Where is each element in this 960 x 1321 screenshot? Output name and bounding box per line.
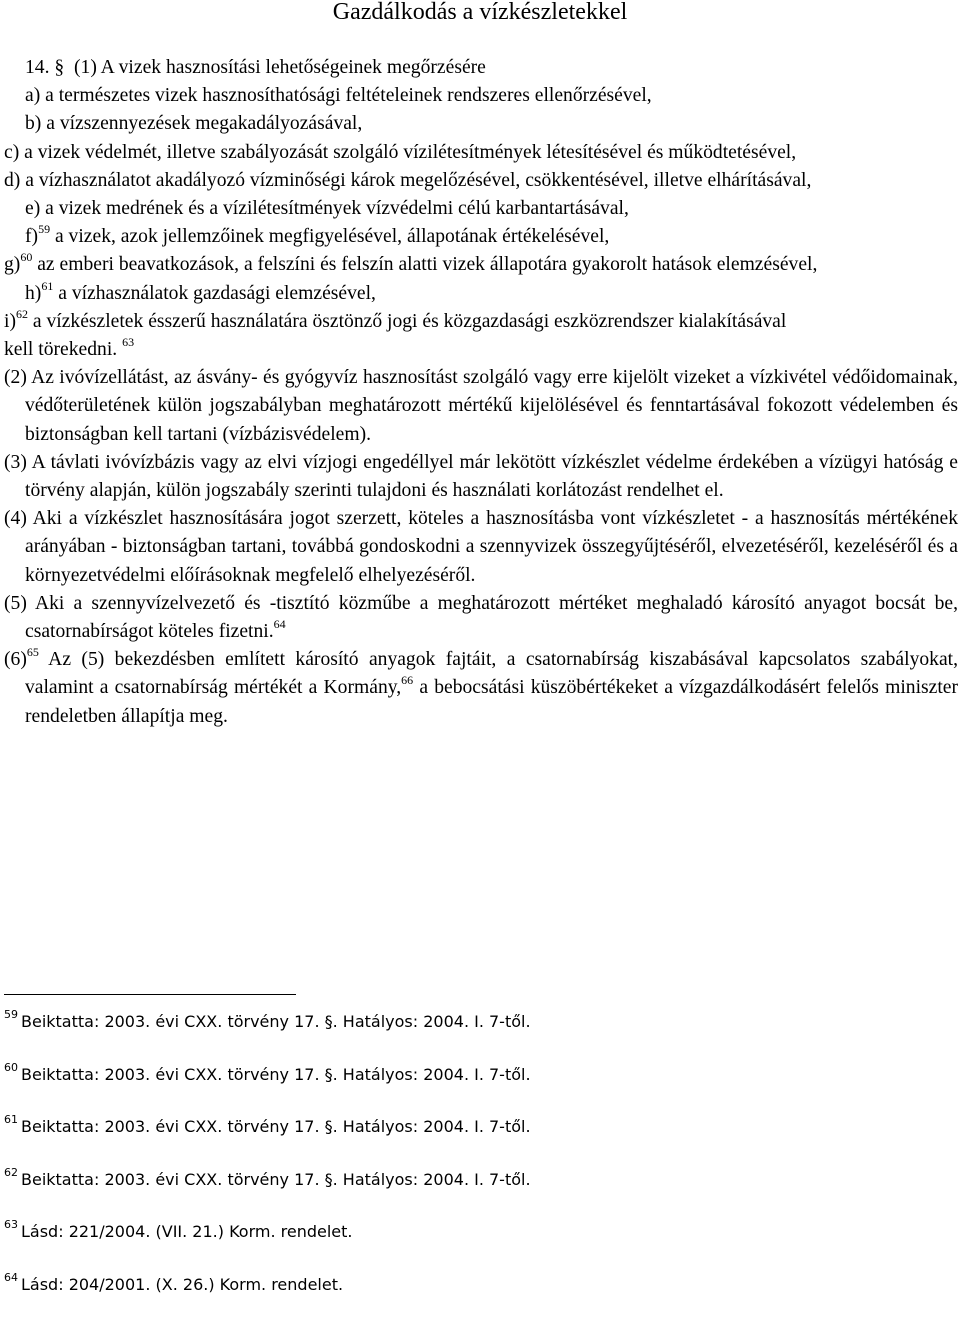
footnote-ref: 60 [20,250,32,264]
list-item-a: a) a természetes vizek hasznosíthatósági feltételeinek rendszeres ellenőrzésével, [4,82,958,110]
footnote-61: $^{61}$ Beiktatta: 2003. évi CXX. törvény 17. §. Hatályos: 2004. I. 7-től. [4,1111,904,1164]
paragraph-6: $(6)^{65}$ Az (5) bekezdésben említett károsító anyagok fajtáit, a csatornabírság kiszabásával kapcsolatos szabályokat, valamint a csatornabírság mértékét a Kormány,$^{66}$ a bebocsátási küszöbértékeket a vízgazdálkodásért felelős miniszter rendeletben állapítja meg. [4,646,958,731]
list-item-g: g)$^{60}$ az emberi beavatkozások, a felszíni és felszín alatti vizek állapotára gyakorolt hatások elemzésével, [4,251,958,279]
paragraph-2: (2) Az ivóvízellátást, az ásvány- és gyógyvíz hasznosítást szolgáló vagy erre kijelölt vizeket a vízkivétel védőidomainak, védőterületének külön jogszabályban meghatározott mértékű kijelölésével és fenntartásával fokozott védelemben és biztonságban kell tartani (vízbázisvédelem). [4,364,958,449]
list-item-h: h)$^{61}$ a vízhasználatok gazdasági elemzésével, [4,280,958,308]
footnote-64: $^{64}$ Lásd: 204/2001. (X. 26.) Korm. rendelet. [4,1269,904,1321]
footnote-63: $^{63}$ Lásd: 221/2004. (VII. 21.) Korm. rendelet. [4,1216,904,1269]
footnote-60: $^{60}$ Beiktatta: 2003. évi CXX. törvény 17. §. Hatályos: 2004. I. 7-től. [4,1059,904,1112]
footnote-separator [4,994,296,995]
list-item-e: e) a vizek medrének és a vízilétesítmények vízvédelmi célú karbantartásával, [4,195,958,223]
paragraph-5: (5) Aki a szennyvízelvezető és -tisztító közműbe a meghatározott mértéket meghaladó károsító anyagot bocsát be, csatornabírságot köteles fizetni.$^{64}$ [4,590,958,646]
footnote-62: $^{62}$ Beiktatta: 2003. évi CXX. törvény 17. §. Hatályos: 2004. I. 7-től. [4,1164,904,1217]
paragraph-1-close: kell törekedni. $^{63}$ [4,336,958,364]
footnotes [4,1006,904,1321]
list-item-b: b) a vízszennyezések megakadályozásával, [4,110,958,138]
section-14 [4,54,958,731]
footnote-ref: 61 [41,279,53,293]
list-item-c: c) a vizek védelmét, illetve szabályozását szolgáló vízilétesítmények létesítésével és működtetésével, [4,139,958,167]
footnote-59: $^{59}$ Beiktatta: 2003. évi CXX. törvény 17. §. Hatályos: 2004. I. 7-től. [4,1006,904,1059]
paragraph-4: (4) Aki a vízkészlet hasznosítására jogot szerzett, köteles a hasznosításba vont vízkészletet - a hasznosítás mértékének arányában - biztonságban tartani, továbbá gondoskodni a szennyvizek összegyűjtéséről, elvezetéséről, kezeléséről és a környezetvédelmi előírásoknak megfelelő elhelyezéséről. [4,505,958,590]
paragraph-3: (3) A távlati ivóvízbázis vagy az elvi vízjogi engedéllyel már lekötött vízkészlet védelme érdekében a vízügyi hatóság e törvény alapján, külön jogszabály szerinti tulajdoni és használati korlátozást rendelhet el. [4,449,958,505]
footnote-ref: 59 [38,222,50,236]
footnote-ref: 64 [274,617,286,631]
section-number: 14. [25,57,50,78]
list-item-i: i)$^{62}$ a vízkészletek ésszerű használatára ösztönző jogi és közgazdasági eszközrendszer kialakításával [4,308,958,336]
section-sign: § [54,57,64,78]
list-item-f: f)$^{59}$ a vizek, azok jellemzőinek megfigyelésével, állapotának értékelésével, [4,223,958,251]
page-title: Gazdálkodás a vízkészletekkel [0,0,960,27]
footnote-ref: 63 [122,335,134,349]
footnote-ref: 66 [401,673,413,687]
footnote-ref: 62 [16,307,28,321]
footnote-ref: 65 [27,645,39,659]
list-item-d: d) a vízhasználatot akadályozó vízminőségi károk megelőzésével, csökkentésével, illetve elhárításával, [4,167,958,195]
paragraph-1-intro: 14. § (1) A vizek hasznosítási lehetőségeinek megőrzésére [4,54,958,82]
